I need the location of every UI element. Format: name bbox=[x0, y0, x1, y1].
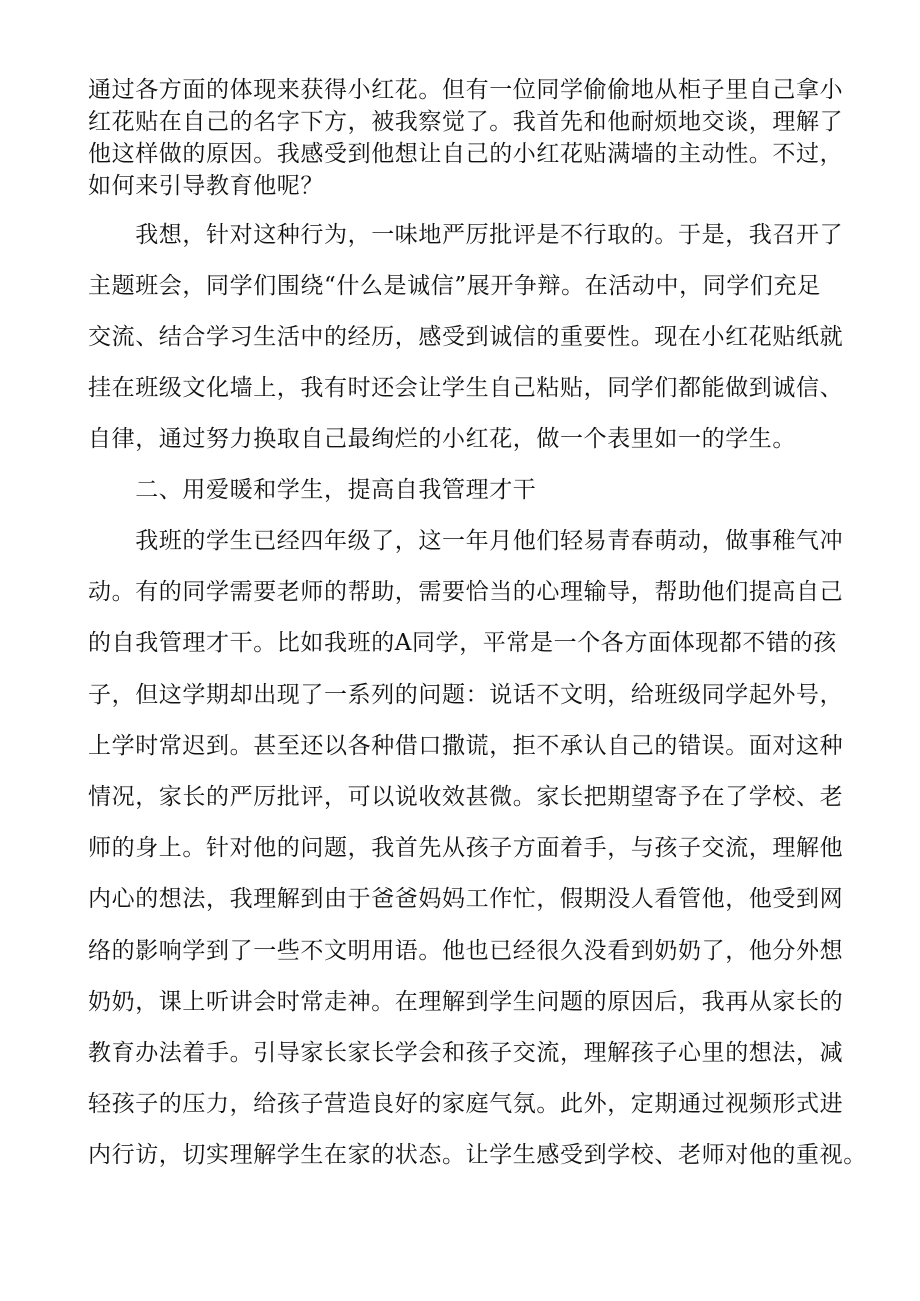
text-line: 子，但这学期却出现了一系列的问题：说话不文明，给班级同学起外号， bbox=[88, 681, 844, 708]
text-line: 教育办法着手。引导家长家长学会和孩子交流，理解孩子心里的想法，减 bbox=[88, 1039, 844, 1066]
paragraph-3 bbox=[88, 516, 867, 1181]
text-line: 我班的学生已经四年级了，这一年月他们轻易青春萌动，做事稚气冲 bbox=[88, 528, 844, 554]
text-line: 动。有的同学需要老师的帮助，需要恰当的心理输导，帮助他们提高自己 bbox=[88, 579, 844, 606]
text-line: 主题班会，同学们围绕“什么是诚信”展开争辩。在活动中，同学们充足 bbox=[88, 273, 821, 299]
section-heading-text: 二、用爱暖和学生，提高自我管理才干 bbox=[88, 477, 537, 503]
text-line: 通过各方面的体现来获得小红花。但有一位同学偷偷地从柜子里自己拿小 bbox=[88, 77, 844, 103]
paragraph-2 bbox=[88, 210, 844, 465]
text-line: 奶奶，课上听讲会时常走神。在理解到学生问题的原因后，我再从家长的 bbox=[88, 988, 844, 1015]
text-line: 的自我管理才干。比如我班的A同学，平常是一个各方面体现都不错的孩 bbox=[88, 630, 837, 657]
text-line: 轻孩子的压力，给孩子营造良好的家庭气氛。此外，定期通过视频形式进 bbox=[88, 1091, 844, 1118]
text-line: 如何来引导教育他呢？ bbox=[88, 173, 324, 199]
text-line: 交流、结合学习生活中的经历，感受到诚信的重要性。现在小红花贴纸就 bbox=[88, 324, 844, 350]
text-line: 情况，家长的严厉批评，可以说收效甚微。家长把期望寄予在了学校、老 bbox=[88, 783, 844, 810]
text-line: 上学时常迟到。甚至还以各种借口撒谎，拒不承认自己的错误。面对这种 bbox=[88, 732, 844, 759]
text-line: 自律，通过努力换取自己最绚烂的小红花，做一个表里如一的学生。 bbox=[88, 426, 796, 452]
text-line: 挂在班级文化墙上，我有时还会让学生自己粘贴，同学们都能做到诚信、 bbox=[88, 375, 844, 401]
text-line: 师的身上。针对他的问题，我首先从孩子方面着手，与孩子交流，理解他 bbox=[88, 835, 844, 862]
text-line: 我想，针对这种行为，一味地严厉批评是不行取的。于是，我召开了 bbox=[88, 222, 844, 248]
text-line: 他这样做的原因。我感受到他想让自己的小红花贴满墙的主动性。不过， bbox=[88, 141, 844, 167]
text-line: 红花贴在自己的名字下方，被我察觉了。我首先和他耐烦地交谈，理解了 bbox=[88, 109, 844, 135]
paragraph-1 bbox=[88, 74, 844, 202]
text-line: 内行访，切实理解学生在家的状态。让学生感受到学校、老师对他的重视。 bbox=[88, 1142, 867, 1169]
text-line: 络的影响学到了一些不文明用语。他也已经很久没看到奶奶了，他分外想 bbox=[88, 937, 844, 964]
section-heading bbox=[88, 465, 833, 516]
text-line: 内心的想法，我理解到由于爸爸妈妈工作忙，假期没人看管他，他受到网 bbox=[88, 886, 844, 913]
